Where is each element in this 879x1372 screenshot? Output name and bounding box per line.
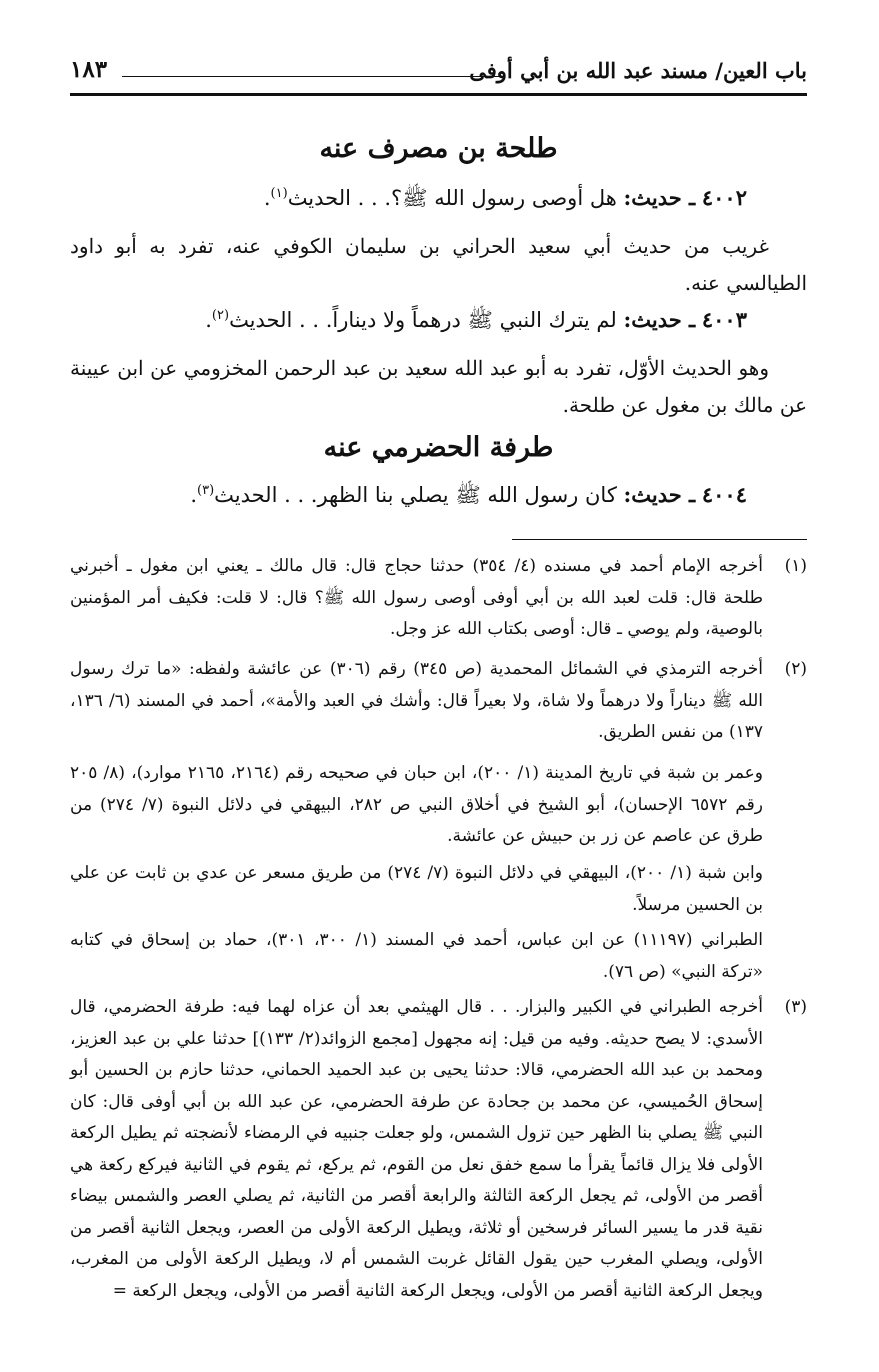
footnote-text: أخرجه الإمام أحمد في مسنده (٤/ ٣٥٤) حدثنا حجاج قال: قال مالك ـ يعني ابن مغول ـ أخبرني طلحة قال: قلت لعبد الله بن أبي أوفى أوصى رسول الله ﷺ؟ قال: لا قلت: فكيف أمر المؤمنين بالوصية، ولم يوصي ـ قال: أوصى بكتاب الله عز وجل. [70,556,763,639]
footnote-text: أخرجه الطبراني في الكبير والبزار. . . قال الهيثمي بعد أن عزاه لهما فيه: طرفة الحضرمي، قال الأسدي: لا يصح حديثه. وفيه من قيل: إنه مجهول [مجمع الزوائد(٢/ ١٣٣)] حدثنا علي بن عبد العزيز، ومحمد بن عبد الله الحضرمي، قالا: حدثنا يحيى بن عبد الحميد الحماني، حدثنا حازم بن الحسين أبو إسحاق الحُميسي، عن محمد بن جحادة عن طرفة الحضرمي، عن عبد الله بن أبي أوفى قال: كان النبي ﷺ يصلي بنا الظهر حين تزول الشمس، ولو جعلت جنبيه في الرمضاء لأنضجته ثم يطيل الركعة الأولى فلا يزال قائماً يقرأ ما سمع خفق نعل من القوم، ثم يركع، ثم يقوم في الثانية فيركع ركعة هي أقصر من الأولى، ثم يجعل الركعة الثالثة والرابعة أقصر من الثانية، ثم يصلي العصر والشمس بيضاء نقية قدر ما يسير السائر فرسخين أو ثلاثة، ويطيل الركعة الأولى من العصر، ويجعل الثانية أقصر من الأولى، ويصلي المغرب حين يقول القائل غربت الشمس أم لا، ويطيل الركعة الأولى من المغرب، ويجعل الركعة الثانية أقصر من الأولى، ويجعل الركعة الثانية أقصر من الأولى، ويجعل الركعة = [70,997,763,1301]
footnote-text: أخرجه الترمذي في الشمائل المحمدية (ص ٣٤٥) رقم (٣٠٦) عن عائشة ولفظه: «ما ترك رسول الله ﷺ ديناراً ولا درهماً ولا شاة، ولا بعيراً قال: وأشك في العبد والأمة»، أحمد في المسند (٦/ ١٣٦، ١٣٧) من نفس الطريق. [70,659,763,742]
section-heading: طلحة بن مصرف عنه [319,133,558,164]
page-number: ١٨٣ [70,56,108,83]
footnote-ref: (٣) [197,483,215,498]
chapter-title: باب العين/ مسند عبد الله بن أبي أوفى [469,58,807,83]
footnote-label: (١) [784,556,807,576]
footnote-continuation: وابن شبة (١/ ٢٠٠)، البيهقي في دلائل النبوة (٧/ ٢٧٤) من طريق مسعر عن عدي بن ثابت عن علي بن الحسين مرسلاً. [70,863,763,915]
entry-end: . [263,186,271,210]
hadith-text: لم يترك النبي ﷺ درهماً ولا ديناراً. . . الحديث [229,308,617,332]
hadith-keyword: ـ حديث: [623,185,696,210]
section-heading: طرفة الحضرمي عنه [323,432,554,463]
running-header [70,52,807,94]
footnote [70,654,807,749]
hadith-keyword: ـ حديث: [623,482,696,507]
hadith-number: ٤٠٠٤ [701,482,747,507]
commentary-paragraph: غريب من حديث أبي سعيد الحراني بن سليمان الكوفي عنه، تفرد به أبو داود الطيالسي عنه. [70,234,807,295]
footnote [70,551,807,646]
hadith-number: ٤٠٠٣ [701,307,747,332]
footnote-ref: (٢) [211,308,230,323]
hadith-number: ٤٠٠٢ [701,185,747,210]
header-rule [70,93,807,96]
footnote-label: (٣) [784,997,807,1017]
hadith-entry [70,185,747,216]
commentary-paragraph: وهو الحديث الأوّل، تفرد به أبو عبد الله سعيد بن عبد الرحمن المخزومي عن ابن عيينة عن مالك بن مغول عن طلحة. [70,356,807,417]
footnote-ref: (١) [270,186,288,201]
entry-end: . [205,308,212,332]
footnote-continuation: وعمر بن شبة في تاريخ المدينة (١/ ٢٠٠)، ابن حبان في صحيحه رقم (٢١٦٤، ٢١٦٥ موارد)، (٨/ ٢٠٥ رقم ٦٥٧٢ الإحسان)، أبو الشيخ في أخلاق النبي ص ٢٨٢، البيهقي في دلائل النبوة (٧/ ٢٧٤) من طرق عن عاصم عن زر بن حبيش عن عائشة. [70,763,764,846]
entry-end: . [190,483,197,507]
hadith-entry [70,307,747,338]
hadith-entry [70,482,747,513]
footnote [70,992,807,1307]
hadith-text: كان رسول الله ﷺ يصلي بنا الظهر. . . الحديث [214,483,617,507]
footnote-separator [512,539,807,540]
footnote-label: (٢) [784,659,807,679]
hadith-keyword: ـ حديث: [623,307,696,332]
hadith-text: هل أوصى رسول الله ﷺ؟. . . الحديث [287,186,617,210]
header-dash [122,76,502,77]
footnote-continuation: الطبراني (١١١٩٧) عن ابن عباس، أحمد في المسند (١/ ٣٠٠، ٣٠١)، حماد بن إسحاق في كتابه «تركة النبي» (ص ٧٦). [70,930,763,982]
